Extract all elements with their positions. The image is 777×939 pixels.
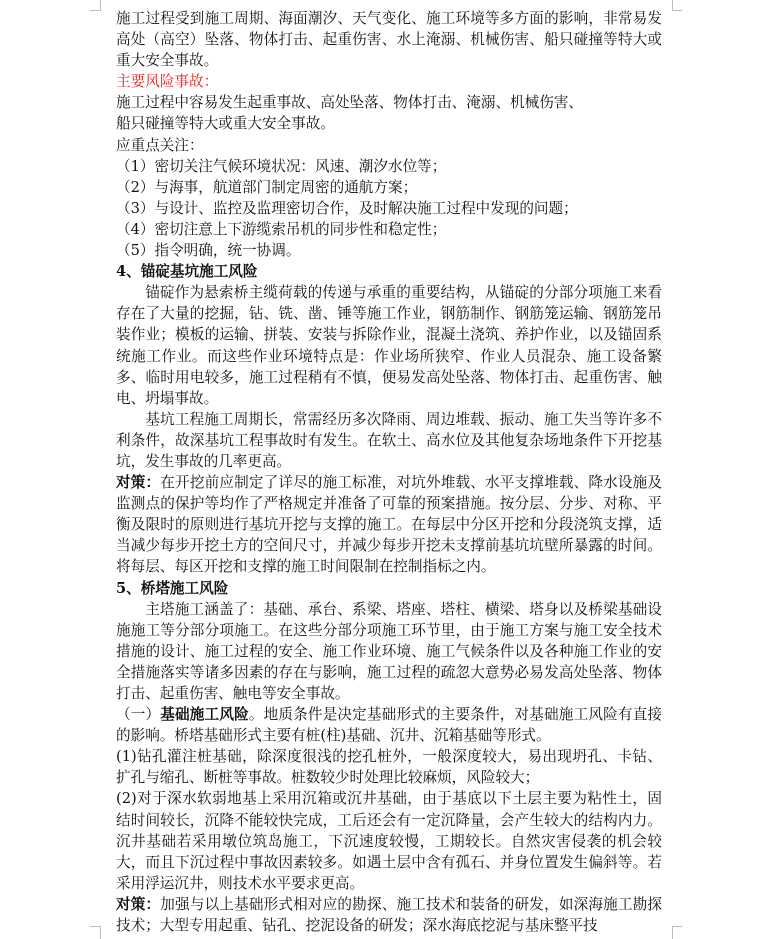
subsection-1-text: 。地质条件是决定基础形式的主要条件，对基础施工风险有直接的影响。桥塔基础形式主要有桩(柱)基础、沉井、沉箱基础等形式。 [116, 706, 662, 745]
focus-heading: 应重点关注： [116, 136, 204, 154]
crop-mark-top-left-h [90, 10, 100, 11]
section-4-measures [116, 472, 662, 577]
crop-mark-top-right-h [672, 10, 682, 11]
crop-mark-bottom-right [672, 926, 673, 939]
focus-item: （3）与设计、监控及监理密切合作，及时解决施工过程中发现的问题； [116, 199, 578, 217]
focus-item: （1）密切关注气候环境状况：风速、潮汐水位等； [116, 157, 447, 175]
list-item-caisson: (2)对于深水软弱地基上采用沉箱或沉井基础，由于基底以下土层主要为粘性土，固结时间较长，沉降不能较快完成，工后还会有一定沉降量，会产生较大的结构内力。沉井基础若采用墩位筑岛施工，下沉速度较慢，工期较长。自然灾害侵袭的机会较大，而且下沉过程中事故因素较多。如遇土层中含有孤石、并身位置发生偏斜等。若采用浮运沉井，则技术水平要求更高。 [116, 790, 662, 892]
subsection-1 [116, 704, 662, 746]
crop-mark-top-left [100, 0, 101, 11]
list-item-bored-pile: (1)钻孔灌注桩基础，除深度很浅的挖孔桩外，一般深度较大，易出现坍孔、卡钻、扩孔与缩孔、断桩等事故。桩数较少时处理比较麻烦，风险较大； [116, 748, 662, 787]
measures-text: 在开挖前应制定了详尽的施工标准，对坑外堆载、水平支撑堆载、降水设施及监测点的保护等均作了严格规定并准备了可靠的预案措施。按分层、分步、对称、平衡及限时的原则进行基坑开挖与支撑的施工。在每层中分区开挖和分段浇筑支撑，适当减少每步开挖土方的空间尺寸，并减少每步开挖未支撑前基坑坑壁所暴露的时间。将每层、每区开挖和支撑的施工时间限制在控制指标之内。 [116, 474, 662, 576]
subsection-1-prefix: （一） [116, 706, 161, 724]
section-4-paragraph-2: 基坑工程施工周期长，常需经历多次降雨、周边堆载、振动、施工失当等许多不利条件，故深基坑工程事故时有发生。在软土、高水位及其他复杂场地条件下开挖基坑，发生事故的几率更高。 [116, 410, 662, 470]
focus-item: （4）密切注意上下游缆索吊机的同步性和稳定性； [116, 220, 447, 238]
crop-mark-bottom-right-h [672, 926, 682, 927]
document-body [116, 8, 662, 936]
crop-mark-top-right [672, 0, 673, 10]
focus-item: （2）与海事，航道部门制定周密的通航方案； [116, 178, 418, 196]
crop-mark-bottom-left-h [90, 926, 100, 927]
section-5-title: 5、桥塔施工风险 [116, 579, 229, 597]
risk-line-2: 船只碰撞等特大或重大安全事故。 [116, 115, 335, 133]
final-measures-text: 加强与以上基础形式相对应的勘探、施工技术和装备的研发，如深海施工勘探技术；大型专用起重、钻孔、挖泥设备的研发；深水海底挖泥与基床整平技 [116, 895, 662, 935]
subsection-1-title: 基础施工风险 [160, 706, 249, 724]
crop-mark-bottom-left [100, 926, 101, 939]
section-4-title: 4、锚碇基坑施工风险 [116, 263, 258, 281]
intro-paragraph: 施工过程受到施工周期、海面潮汐、天气变化、施工环境等多方面的影响，非常易发高处（高空）坠落、物体打击、起重伤害、水上淹溺、机械伤害、船只碰撞等特大或重大安全事故。 [116, 10, 662, 70]
final-measures [116, 894, 662, 936]
section-4-paragraph-1: 锚碇作为悬索桥主缆荷载的传递与承重的重要结构，从锚碇的分部分项施工来看存在了大量的挖掘，钻、铣、凿、锤等施工作业，钢筋制作、钢筋笼运输、钢筋笼吊装作业；模板的运输、拼装、安装与拆除作业，混凝土浇筑、养护作业，以及锚固系统施工作业。而这些作业环境特点是：作业场所狭窄、作业人员混杂、施工设备繁多、临时用电较多，施工过程稍有不慎，便易发高处坠落、物体打击、起重伤害、触电、坍塌事故。 [116, 284, 662, 407]
section-5-paragraph-1: 主塔施工涵盖了：基础、承台、系梁、塔座、塔柱、横梁、塔身以及桥梁基础设施施工等分部分项施工。在这些分部分项施工环节里，由于施工方案与施工安全技术措施的设计、施工过程的安全、施工作业环境、施工气候条件以及各种施工作业的安全措施落实等诸多因素的存在与影响，施工过程的疏忽大意势必易发高处坠落、物体打击、起重伤害、触电等安全事故。 [116, 600, 662, 702]
final-measures-label: 对策： [116, 895, 161, 913]
measures-label: 对策： [116, 474, 161, 492]
risk-line-1: 施工过程中容易发生起重事故、高处坠落、物体打击、淹溺、机械伤害、 [116, 94, 584, 112]
focus-item: （5）指令明确，统一协调。 [116, 242, 301, 260]
risk-heading: 主要风险事故： [116, 73, 219, 91]
